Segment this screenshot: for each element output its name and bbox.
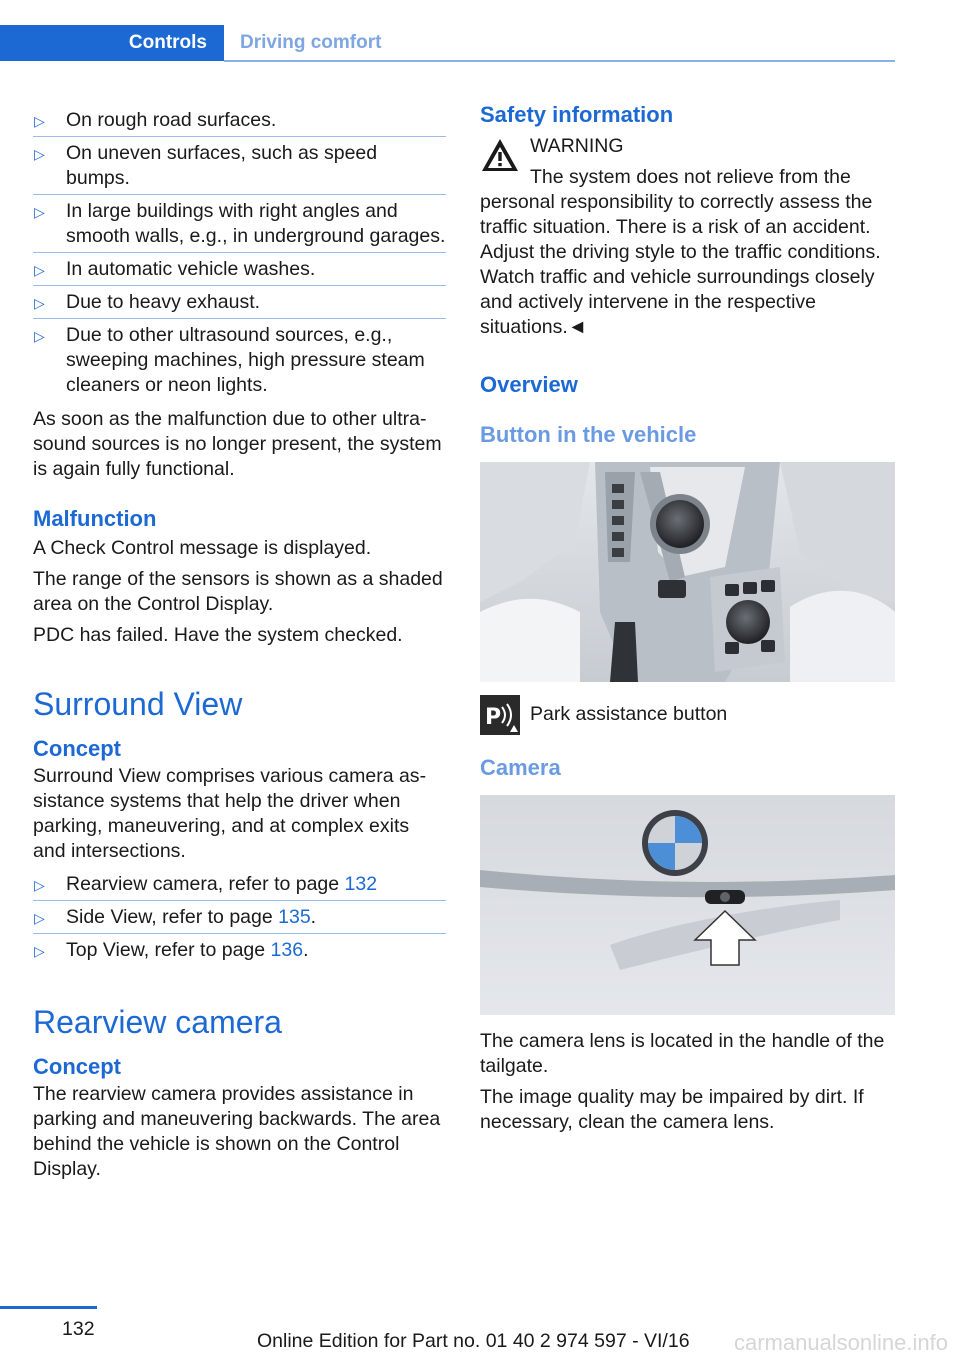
header-tab-driving-comfort[interactable]: Driving comfort (240, 32, 382, 53)
concept-heading-2: Concept (33, 1054, 121, 1079)
page-number: 132 (62, 1318, 95, 1340)
malfunction-resolved-text: As soon as the malfunction due to other ultrasound sources is no longer present, the system is again fully functional. (33, 408, 442, 480)
center-console-illustration (480, 462, 895, 682)
list-item: ▷ On rough road surfaces. (33, 104, 446, 137)
camera-systems-list (33, 868, 446, 966)
camera-cleaning-text: The image quality may be impaired by dirt. If necessary, clean the camera lens. (480, 1086, 864, 1133)
list-item: ▷ On uneven surfaces, such as speed bumps. (33, 137, 446, 195)
triangle-bullet-icon: ▷ (34, 146, 45, 162)
tailgate-camera-illustration (480, 795, 895, 1015)
tailgate-camera-image (480, 795, 895, 1015)
malfunction-heading: Malfunction (33, 506, 157, 531)
surround-view-text: Surround View comprises various camera assistance systems that help the driver when parking, maneuvering, and at complex exits and intersections. (33, 765, 427, 862)
button-in-vehicle-heading: Button in the vehicle (480, 422, 697, 447)
camera-heading: Camera (480, 755, 561, 780)
footer-rule (0, 1306, 97, 1309)
triangle-bullet-icon: ▷ (34, 943, 45, 959)
page-link-135[interactable]: 135 (278, 906, 311, 928)
concept-heading: Concept (33, 736, 121, 761)
triangle-bullet-icon: ▷ (34, 877, 45, 893)
malfunction-text-2: The range of the sensors is shown as a shaded area on the Control Display. (33, 568, 443, 615)
conditions-list (33, 104, 446, 401)
safety-information-heading: Safety information (480, 102, 674, 127)
surround-view-heading: Surround View (33, 686, 243, 722)
triangle-bullet-icon: ▷ (34, 328, 45, 344)
triangle-bullet-icon: ▷ (34, 262, 45, 278)
svg-text:P: P (485, 705, 502, 730)
triangle-bullet-icon: ▷ (34, 113, 45, 129)
list-item: ▷ In automatic vehicle washes. (33, 253, 446, 286)
camera-location-text: The camera lens is located in the handle of the tailgate. (480, 1030, 885, 1077)
rearview-concept-text: The rearview camera provides assistance in parking and maneuvering backwards. The area behind the vehicle is shown on the Control Display. (33, 1083, 441, 1180)
warning-text: The system does not relieve from the personal responsibility to correctly assess the traffic situation. There is a risk of an accident. Adjust the driving style to the traffic conditions. Watch traffic and vehicle surroundings closely and actively intervene in the respective situations.◄ (480, 166, 881, 338)
header-rule (224, 60, 895, 62)
triangle-bullet-icon: ▷ (34, 204, 45, 220)
right-column (480, 100, 895, 1135)
list-item: ▷ In large buildings with right angles and smooth walls, e.g., in underground garages. (33, 195, 446, 253)
edition-text: Online Edition for Part no. 01 40 2 974 597 - VI/16 (257, 1330, 690, 1352)
park-assistance-icon (480, 695, 520, 735)
triangle-bullet-icon: ▷ (34, 295, 45, 311)
overview-heading: Overview (480, 372, 578, 397)
park-assistance-button-label: Park assistance button (530, 703, 728, 725)
header-tab-controls[interactable]: Controls (0, 25, 224, 61)
left-column (33, 100, 446, 1182)
park-assistance-button-row (480, 702, 895, 730)
watermark: carmanualsonline.info (733, 1330, 948, 1355)
warning-label: WARNING (530, 135, 624, 157)
list-item: ▷ Side View, refer to page 135. (33, 901, 446, 934)
warning-block (480, 134, 895, 159)
center-console-image (480, 462, 895, 682)
page-link-136[interactable]: 136 (270, 939, 304, 961)
malfunction-text-1: A Check Control message is displayed. (33, 537, 372, 559)
list-item: ▷ Rearview camera, refer to page 132 (33, 868, 446, 901)
page-header (0, 25, 895, 61)
rearview-camera-heading: Rearview camera (33, 1004, 282, 1040)
malfunction-text-3: PDC has failed. Have the system checked. (33, 624, 403, 646)
triangle-bullet-icon: ▷ (34, 910, 45, 926)
list-item: ▷ Due to other ultrasound sources, e.g., sweeping machines, high pressure steam cleaners or neon lights. (34, 324, 425, 396)
list-item: ▷ Due to heavy exhaust. (33, 286, 446, 319)
warning-triangle-icon (480, 136, 520, 174)
page-link-132[interactable]: 132 (344, 873, 378, 895)
list-item: ▷ Top View, refer to page 136. (33, 934, 446, 966)
